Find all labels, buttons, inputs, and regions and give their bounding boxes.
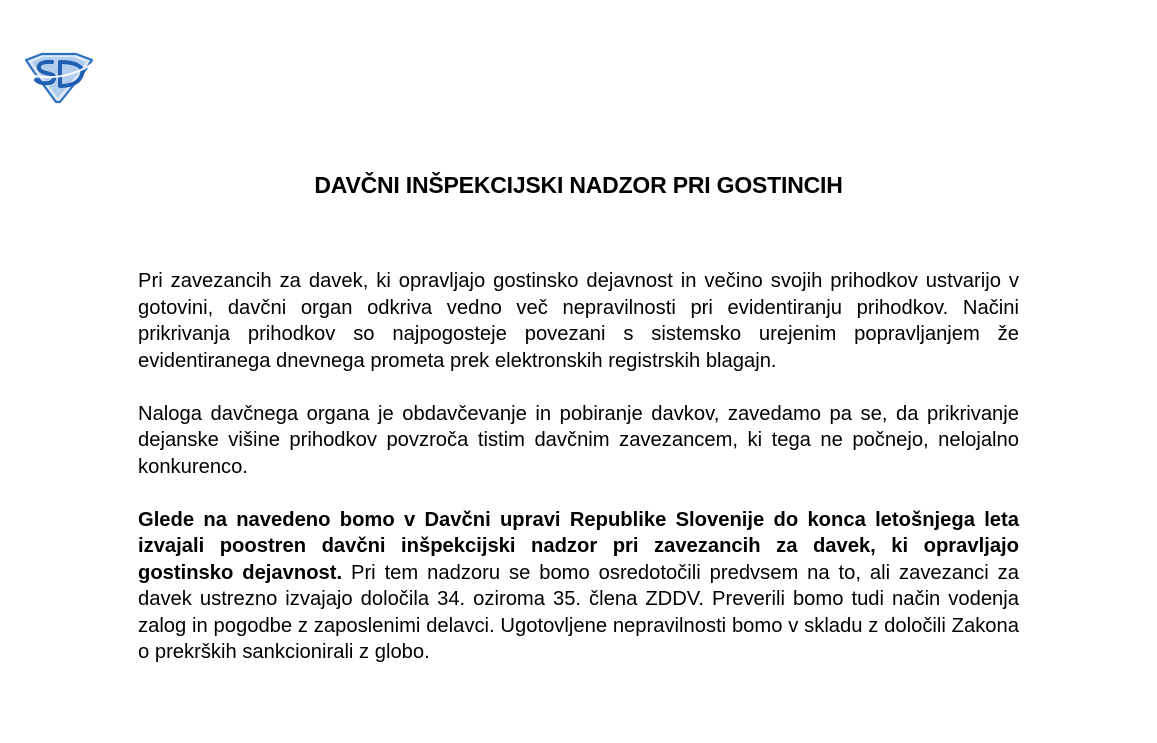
paragraph-3-bold: Glede na navedeno bomo v Davčni upravi Republike Slovenije do konca letošnjega leta izvajali poostren davčni inšpekcijski nadzor pri zavezancih za davek, ki opravljajo gostinsko dejavnost. bbox=[138, 508, 1019, 584]
page-title: DAVČNI INŠPEKCIJSKI NADZOR PRI GOSTINCIH bbox=[314, 172, 843, 198]
paragraph-3 bbox=[138, 507, 1019, 666]
document-body bbox=[138, 268, 1019, 692]
sd-shield-logo-icon bbox=[22, 50, 96, 104]
paragraph-2: Naloga davčnega organa je obdavčevanje in pobiranje davkov, zavedamo pa se, da prikrivanje dejanske višine prihodkov povzroča tistim davčnim zavezancem, ki tega ne počnejo, nelojalno konkurenco. bbox=[138, 402, 1019, 478]
paragraph-3-rest: Pri tem nadzoru se bomo osredotočili predvsem na to, ali zavezanci za davek ustrezno izvajajo določila 34. oziroma 35. člena ZDDV. Preverili bomo tudi način vodenja zalog in pogodbe z zaposlenimi delavci. Ugotovljene nepravilnosti bomo v skladu z določili Zakona o prekrških sankcionirali z globo. bbox=[138, 561, 1019, 663]
paragraph-1: Pri zavezancih za davek, ki opravljajo gostinsko dejavnost in večino svojih prihodkov ustvarijo v gotovini, davčni organ odkriva vedno več nepravilnosti pri evidentiranju prihodkov. Načini prikrivanja prihodkov so najpogosteje povezani s sistemsko urejenim popravljanjem že evidentiranega dnevnega prometa prek elektronskih registrskih blagajn. bbox=[138, 270, 1019, 372]
